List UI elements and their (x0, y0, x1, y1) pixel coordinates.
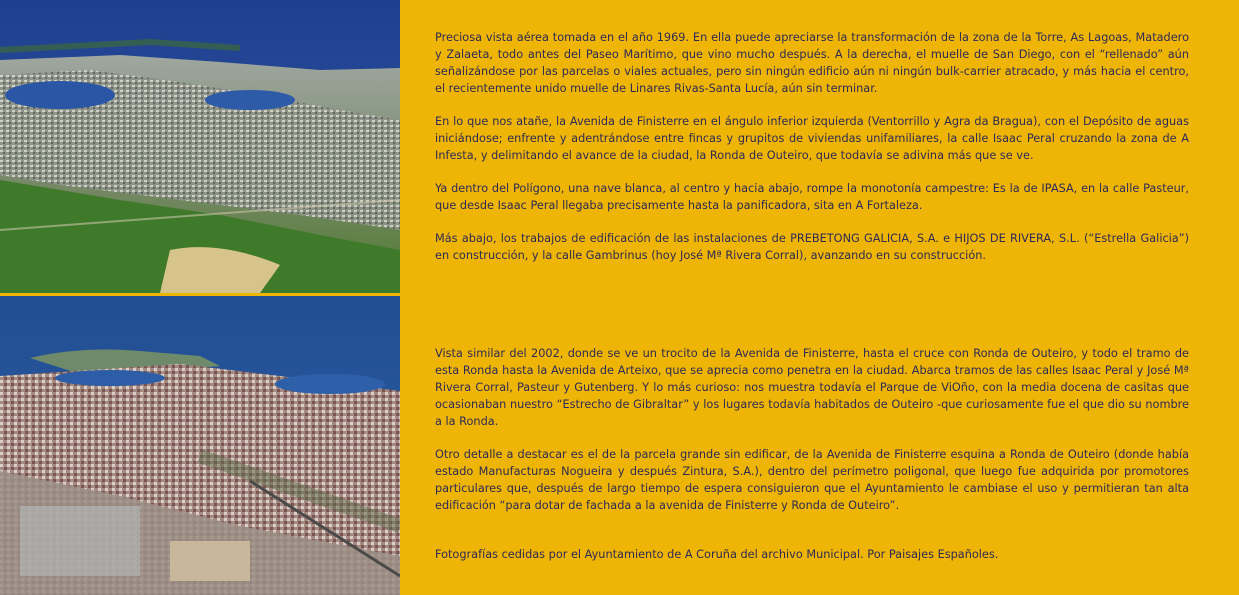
paragraph-2002-2: Otro detalle a destacar es el de la parcela grande sin edificar, de la Avenida de Finisterre esquina a Ronda de Outeiro (donde había estado Manufacturas Nogueira y después Zintura, S.A.), dentro del perímetro poligonal, que luego fue adquirida por promotores particulares que, después de largo tiempo de espera consiguieron que el Ayuntamiento le cambiase el uso y permitieran tan alta edificación “para dotar de fachada a la avenida de Finisterre y Ronda de Outeiro”. (435, 448, 1189, 512)
aerial-photo-1969 (0, 0, 400, 293)
paragraph-1969-4: Más abajo, los trabajos de edificación de las instalaciones de PREBETONG GALICIA, S.A. e HIJOS DE RIVERA, S.L. (“Estrella Galicia”) en construcción, y la calle Gambrinus (hoy José Mª Rivera Corral), avanzando en su construcción. (435, 232, 1189, 262)
aerial-photo-2002 (0, 296, 400, 595)
text-block-2002 (435, 345, 1189, 530)
paragraph-1969-3: Ya dentro del Polígono, una nave blanca, al centro y hacia abajo, rompe la monotonía campestre: Es la de IPASA, en la calle Pasteur, que desde Isaac Peral llegaba precisamente hasta la panificadora, sita en A Fortaleza. (435, 182, 1189, 212)
photo-credits: Fotografías cedidas por el Ayuntamiento de A Coruña del archivo Municipal. Por Paisajes Españoles. (435, 548, 999, 561)
photo-column (0, 0, 400, 595)
paragraph-2002-1: Vista similar del 2002, donde se ve un trocito de la Avenida de Finisterre, hasta el cruce con Ronda de Outeiro, y todo el tramo de esta Ronda hasta la Avenida de Arteixo, que se aprecia como penetra en la ciudad. Abarca tramos de las calles Isaac Peral y José Mª Rivera Corral, Pasteur y Gutenberg. Y lo más curioso: nos muestra todavía el Parque de ViOño, con la media docena de casitas que ocasionaban nuestro “Estrecho de Gibraltar” y los lugares todavía habitados de Outeiro -que curiosamente fue el que dio su nombre a la Ronda. (435, 347, 1189, 428)
paragraph-1969-2: En lo que nos atañe, la Avenida de Finisterre en el ángulo inferior izquierda (Ventorrillo y Agra da Bragua), con el Depósito de aguas iniciándose; enfrente y adentrándose entre fincas y grupitos de viviendas unifamiliares, la calle Isaac Peral cruzando la zona de A Infesta, y delimitando el avance de la ciudad, la Ronda de Outeiro, que todavía se adivina más que se ve. (435, 115, 1189, 162)
paragraph-1969-1: Preciosa vista aérea tomada en el año 1969. En ella puede apreciarse la transformación de la zona de la Torre, As Lagoas, Matadero y Zalaeta, todo antes del Paseo Marítimo, que vino mucho después. A la derecha, el muelle de San Diego, con el “rellenado” aún señalizándose por las parcelas o viales actuales, pero sin ningún edificio aún ni ningún bulk-carrier atracado, y más hacia el centro, el recientemente unido muelle de Linares Rivas-Santa Lucía, aún sin terminar. (435, 31, 1189, 95)
text-block-1969 (435, 29, 1189, 280)
